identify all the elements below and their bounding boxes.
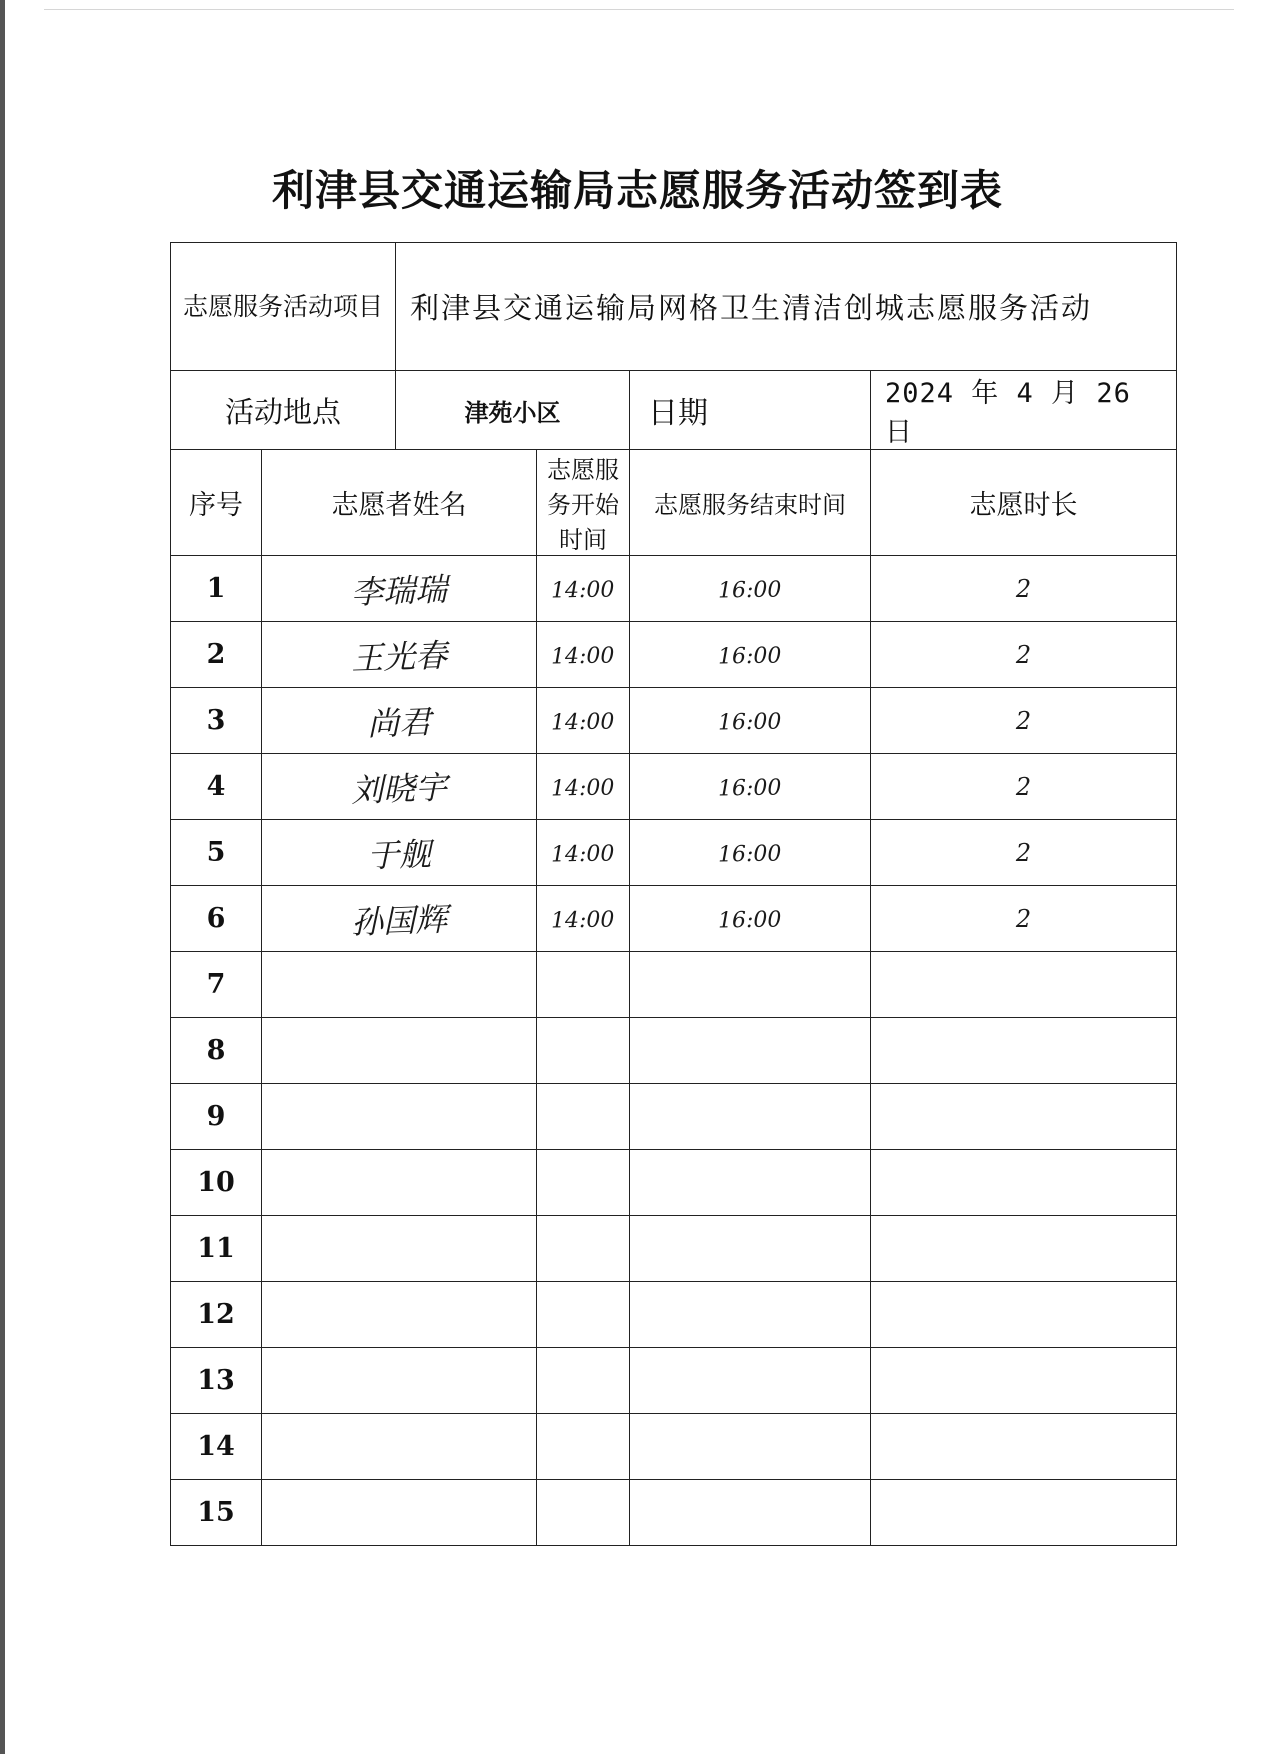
end-time: 16:00 [718, 841, 782, 868]
duration-hours-cell [871, 1348, 1177, 1414]
row-number-cell: 2 [171, 622, 262, 688]
duration-hours-cell [871, 1480, 1177, 1546]
start-time-cell [537, 1018, 630, 1084]
duration-hours-cell [871, 886, 1177, 952]
row-number-cell: 15 [171, 1480, 262, 1546]
end-time: 16:00 [718, 643, 782, 670]
scan-top-line [44, 9, 1234, 10]
start-time-cell [537, 820, 630, 886]
volunteer-name-cell [262, 1282, 537, 1348]
volunteer-name: 孙国辉 [350, 899, 448, 942]
header-row [171, 450, 1177, 556]
duration-hours-cell [871, 556, 1177, 622]
duration-hours-cell [871, 1282, 1177, 1348]
duration-hours-cell [871, 1084, 1177, 1150]
duration-hours: 2 [1015, 905, 1032, 933]
location-label: 活动地点 [171, 371, 396, 450]
duration-hours-cell [871, 622, 1177, 688]
end-time-cell [630, 622, 871, 688]
start-time-cell [537, 1216, 630, 1282]
volunteer-name-cell [262, 1348, 537, 1414]
volunteer-name-cell [262, 952, 537, 1018]
duration-hours: 2 [1015, 707, 1032, 735]
table-row [171, 556, 1177, 622]
end-time-cell [630, 952, 871, 1018]
start-time-cell [537, 1150, 630, 1216]
duration-hours-cell [871, 952, 1177, 1018]
volunteer-name-cell [262, 1018, 537, 1084]
duration-hours-cell [871, 1150, 1177, 1216]
end-time: 16:00 [718, 709, 782, 736]
start-time-cell [537, 622, 630, 688]
volunteer-name-cell [262, 1150, 537, 1216]
volunteer-name-cell [262, 688, 537, 754]
row-number-cell: 4 [171, 754, 262, 820]
table-row [171, 754, 1177, 820]
end-time-cell [630, 754, 871, 820]
column-header-start: 志愿服务开始时间 [537, 450, 630, 556]
volunteer-name: 王光春 [350, 635, 448, 678]
sign-in-table [170, 242, 1177, 1546]
column-header-end: 志愿服务结束时间 [630, 450, 871, 556]
duration-hours-cell [871, 754, 1177, 820]
volunteer-name: 李瑞瑞 [350, 569, 448, 612]
duration-hours-cell [871, 688, 1177, 754]
start-time: 14:00 [551, 643, 615, 670]
row-number-cell: 10 [171, 1150, 262, 1216]
start-time-cell [537, 952, 630, 1018]
volunteer-name-cell [262, 1414, 537, 1480]
end-time-cell [630, 1480, 871, 1546]
column-header-name: 志愿者姓名 [262, 450, 537, 556]
row-number-cell: 11 [171, 1216, 262, 1282]
table-row [171, 1018, 1177, 1084]
start-time-cell [537, 688, 630, 754]
end-time: 16:00 [718, 577, 782, 604]
row-number-cell: 14 [171, 1414, 262, 1480]
volunteer-name-cell [262, 1084, 537, 1150]
duration-hours: 2 [1015, 641, 1032, 669]
table-row [171, 1414, 1177, 1480]
start-time-cell [537, 1348, 630, 1414]
start-time: 14:00 [551, 775, 615, 802]
project-label: 志愿服务活动项目 [171, 243, 396, 371]
duration-hours-cell [871, 1018, 1177, 1084]
table-row [171, 1216, 1177, 1282]
page-title: 利津县交通运输局志愿服务活动签到表 [271, 166, 1003, 215]
row-number-cell: 12 [171, 1282, 262, 1348]
start-time-cell [537, 886, 630, 952]
row-number-cell: 7 [171, 952, 262, 1018]
volunteer-name-cell [262, 886, 537, 952]
end-time: 16:00 [718, 775, 782, 802]
table-row [171, 1348, 1177, 1414]
end-time: 16:00 [718, 907, 782, 934]
end-time-cell [630, 820, 871, 886]
start-time: 14:00 [551, 709, 615, 736]
volunteer-name-cell [262, 1216, 537, 1282]
start-time-cell [537, 1414, 630, 1480]
end-time-cell [630, 1018, 871, 1084]
duration-hours-cell [871, 1216, 1177, 1282]
volunteer-name: 于舰 [366, 834, 432, 875]
start-time: 14:00 [551, 841, 615, 868]
row-number-cell: 13 [171, 1348, 262, 1414]
row-number-cell: 9 [171, 1084, 262, 1150]
end-time-cell [630, 886, 871, 952]
row-number-cell: 6 [171, 886, 262, 952]
table-row [171, 886, 1177, 952]
duration-hours-cell [871, 1414, 1177, 1480]
volunteer-name-cell [262, 556, 537, 622]
start-time-cell [537, 1084, 630, 1150]
start-time: 14:00 [551, 907, 615, 934]
start-time-cell [537, 1282, 630, 1348]
duration-hours-cell [871, 820, 1177, 886]
table-row [171, 1084, 1177, 1150]
table-row [171, 622, 1177, 688]
end-time-cell [630, 1414, 871, 1480]
table-row [171, 688, 1177, 754]
end-time-cell [630, 1216, 871, 1282]
end-time-cell [630, 1084, 871, 1150]
duration-hours: 2 [1015, 773, 1032, 801]
duration-hours: 2 [1015, 839, 1032, 867]
table-row [171, 820, 1177, 886]
row-number-cell: 8 [171, 1018, 262, 1084]
duration-hours: 2 [1015, 575, 1032, 603]
start-time: 14:00 [551, 577, 615, 604]
volunteer-name-cell [262, 820, 537, 886]
start-time-cell [537, 754, 630, 820]
location-value: 津苑小区 [396, 371, 630, 450]
scan-edge [0, 0, 5, 1754]
location-date-row [171, 371, 1177, 450]
end-time-cell [630, 688, 871, 754]
table-row [171, 1282, 1177, 1348]
date-value: 2024 年 4 月 26 日 [871, 371, 1177, 450]
row-number-cell: 5 [171, 820, 262, 886]
end-time-cell [630, 556, 871, 622]
table-row [171, 1480, 1177, 1546]
volunteer-name-cell [262, 754, 537, 820]
project-value: 利津县交通运输局网格卫生清洁创城志愿服务活动 [396, 243, 1177, 371]
volunteer-name: 刘晓宇 [350, 767, 448, 810]
table-row [171, 952, 1177, 1018]
end-time-cell [630, 1150, 871, 1216]
project-row [171, 243, 1177, 371]
date-label: 日期 [630, 371, 871, 450]
volunteer-name-cell [262, 622, 537, 688]
end-time-cell [630, 1282, 871, 1348]
start-time-cell [537, 1480, 630, 1546]
column-header-no: 序号 [171, 450, 262, 556]
column-header-hours: 志愿时长 [871, 450, 1177, 556]
table-row [171, 1150, 1177, 1216]
end-time-cell [630, 1348, 871, 1414]
volunteer-name-cell [262, 1480, 537, 1546]
volunteer-name: 尚君 [366, 702, 432, 743]
row-number-cell: 3 [171, 688, 262, 754]
start-time-cell [537, 556, 630, 622]
row-number-cell: 1 [171, 556, 262, 622]
